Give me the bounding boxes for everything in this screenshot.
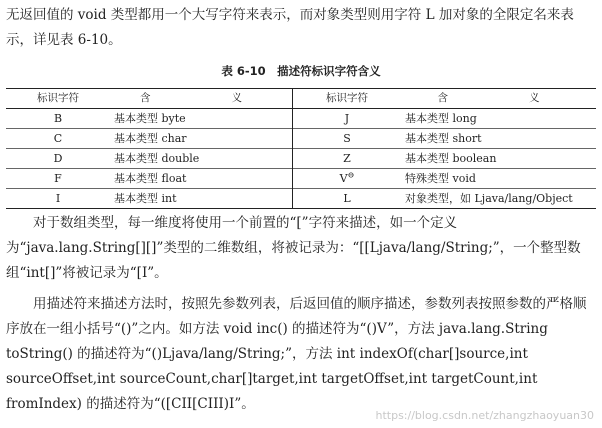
table-row — [6, 169, 596, 189]
descriptor-table — [6, 88, 596, 209]
cell-char-with-footnote — [293, 169, 402, 189]
cell-char: I — [55, 192, 61, 205]
cell-char: J — [344, 112, 350, 125]
table-caption: 表 6-10 描述符标识字符含义 — [221, 64, 381, 78]
cell-char: B — [53, 112, 63, 125]
table-header-row — [6, 89, 596, 109]
cell-meaning: 基本类型 double — [110, 149, 293, 169]
cell-meaning: 基本类型 float — [110, 169, 293, 189]
cell-meaning: 基本类型 boolean — [405, 152, 497, 165]
header-meaning-1: 含 义 — [110, 89, 293, 109]
array-paragraph: 对于数组类型，每一维度将使用一个前置的“[”字符来描述，如一个定义为“java.lang.String[][]”类型的二维数组，将被记录为：“[[Ljava/lang/String;”，一个整型数组“int[]”将被记录为“[I”。 — [6, 215, 581, 281]
table-row — [6, 129, 596, 149]
cell-meaning: 基本类型 short — [405, 132, 482, 145]
cell-meaning: 基本类型 byte — [110, 109, 293, 129]
table-row — [6, 109, 596, 129]
cell-char: C — [53, 132, 63, 145]
cell-char: F — [54, 172, 62, 185]
table-row — [6, 189, 596, 209]
header-char-1: 标识字符 — [37, 92, 79, 104]
table-row — [6, 149, 596, 169]
intro-paragraph: 无返回值的 void 类型都用一个大写字符来表示，而对象类型则用字符 L 加对象的全限定名来表示，详见表 6-10。 — [6, 7, 574, 48]
cell-meaning: 特殊类型 void — [405, 172, 476, 185]
cell-meaning: 基本类型 char — [110, 129, 293, 149]
cell-meaning: 对象类型，如 Ljava/lang/Object — [405, 192, 573, 205]
header-char-2: 标识字符 — [326, 92, 368, 104]
watermark: https://blog.csdn.net/zhangzhaoyuan30 — [375, 409, 594, 422]
method-paragraph: 用描述符来描述方法时，按照先参数列表，后返回值的顺序描述，参数列表按照参数的严格顺序放在一组小括号“()”之内。如方法 void inc() 的描述符为“()V”，方法 java.lang.String toString() 的描述符为“()Ljava/lang/String;”，方法 int indexOf(char[]source,int sourceOffset,int sourceCount,char[]target,int targetOffset,int targetCount,int fromIndex) 的描述符为“([CII[CIII)I”。 — [6, 296, 587, 412]
cell-char: S — [343, 132, 351, 145]
cell-char-text: V — [339, 172, 348, 185]
cell-char: L — [343, 192, 351, 205]
header-meaning-2: 含 义 — [437, 92, 560, 104]
cell-char: D — [53, 152, 63, 165]
cell-meaning: 基本类型 int — [110, 189, 293, 209]
cell-meaning: 基本类型 long — [405, 112, 477, 125]
footnote-mark: ⊖ — [347, 170, 355, 180]
cell-char: Z — [343, 152, 351, 165]
